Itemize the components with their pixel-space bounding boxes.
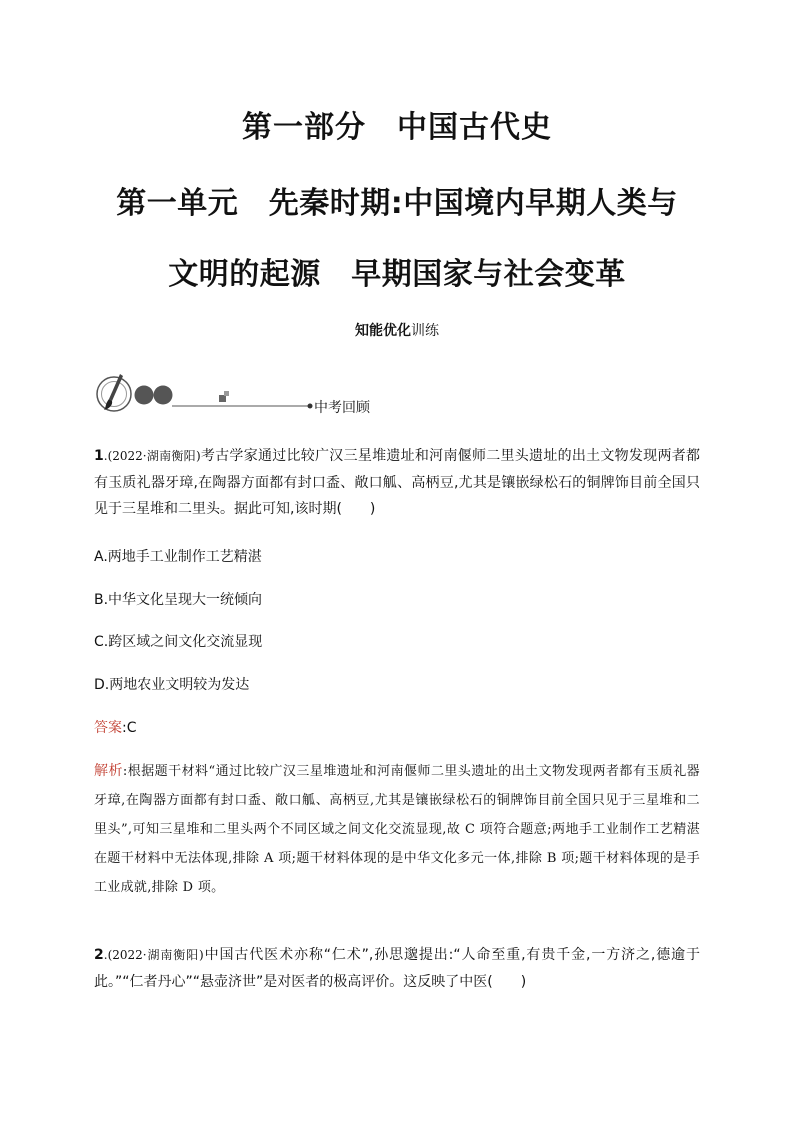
section-label: 中考回顾 <box>314 400 370 416</box>
question-1-number: 1 <box>94 448 104 464</box>
option-a: A.两地手工业制作工艺精湛 <box>94 549 262 565</box>
question-1-source: .(2022·湖南衡阳) <box>103 449 201 463</box>
analysis-text: :根据题干材料“通过比较广汉三星堆遗址和河南偃师二里头遗址的出土文物发现两者都有玉质礼器牙璋,在陶器方面都有封口盉、敞口觚、高柄豆,尤其是镶嵌绿松石的铜牌饰目前全国只见于三星堆和二里头”,可知三星堆和二里头两个不同区域之间文化交流显现,故 C 项符合题意;两地手工业制作工艺精湛在题干材料中无法体现,排除 A 项;题干材料体现的是中华文化多元一体,排除 B 项;题干材料体现的是手工业成就,排除 D 项。 <box>94 764 700 895</box>
subtitle-bold: 知能优化 <box>355 323 411 339</box>
unit-title-line-2: 文明的起源 早期国家与社会变革 <box>168 257 626 292</box>
answer <box>94 717 137 737</box>
part-title: 第一部分 中国古代史 <box>242 110 552 145</box>
question-2-text: 中国古代医术亦称“仁术”,孙思邈提出:“人命至重,有贵千金,一方济之,德逾于此。”“仁者丹心”“悬壶济世”是对医者的极高评价。这反映了中医( ) <box>94 947 700 990</box>
question-2-stem <box>94 942 700 995</box>
subtitle-rest: 训练 <box>411 323 439 339</box>
question-1-stem <box>94 443 700 523</box>
analysis-label: 解析 <box>94 763 123 779</box>
answer-value: :C <box>122 720 137 736</box>
unit-title-line-1: 第一单元 先秦时期:中国境内早期人类与 <box>116 186 678 221</box>
option-c: C.跨区域之间文化交流显现 <box>94 634 263 650</box>
option-b: B.中华文化呈现大一统倾向 <box>94 592 263 608</box>
subtitle <box>0 320 794 340</box>
question-1-text: 考古学家通过比较广汉三星堆遗址和河南偃师二里头遗址的出土文物发现两者都有玉质礼器牙璋,在陶器方面都有封口盉、敞口觚、高柄豆,尤其是镶嵌绿松石的铜牌饰目前全国只见于三星堆和二里头。据此可知,该时期( ) <box>94 448 700 517</box>
option-d: D.两地农业文明较为发达 <box>94 677 250 693</box>
section-banner <box>92 370 412 416</box>
analysis <box>94 757 700 902</box>
answer-label: 答案 <box>94 720 122 736</box>
question-2-number: 2 <box>94 947 104 963</box>
question-2-source: .(2022·湖南衡阳) <box>103 948 204 962</box>
